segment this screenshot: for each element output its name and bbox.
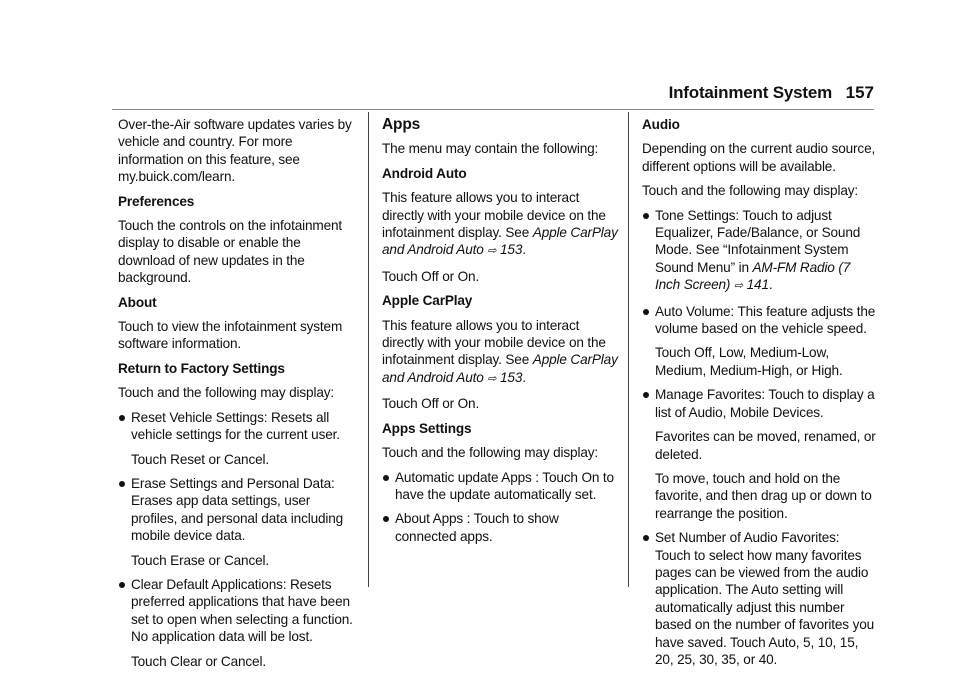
paragraph-menu: The menu may contain the following: [382, 141, 599, 157]
page-header [0, 83, 960, 107]
column-divider [368, 112, 369, 587]
list-item-note: Favorites can be moved, renamed, or deleted. [655, 429, 876, 462]
factory-settings-list [118, 576, 354, 646]
page-reference-arrow-icon: ⇨ [733, 280, 743, 293]
paragraph-factory-settings: Touch and the following may display: [118, 385, 335, 401]
list-item-note: Touch Clear or Cancel. [131, 653, 266, 669]
page-number: 157 [845, 83, 874, 102]
list-item: Auto Volume: This feature adjusts the volume based on the vehicle speed. [642, 303, 878, 338]
paragraph-carplay-toggle: Touch Off or On. [382, 396, 480, 412]
heading-apps: Apps [382, 116, 421, 133]
page-reference-arrow-icon: ⇨ [487, 245, 497, 258]
audio-settings-list [642, 529, 878, 668]
audio-settings-list [642, 207, 878, 338]
factory-settings-list [118, 409, 354, 444]
paragraph-android-toggle: Touch Off or On. [382, 268, 480, 284]
subheading-android-auto: Android Auto [382, 165, 467, 181]
paragraph-touch: Touch and the following may display: [642, 183, 859, 199]
subheading-factory-settings: Return to Factory Settings [118, 360, 285, 376]
list-item: Set Number of Audio Favorites: Touch to select how many favorites pages can be viewed from the audio application. The Auto setting will automatically adjust this number based on the number of favorites you have saved. Touch Auto, 5, 10, 15, 20, 25, 30, 35, or 40. [642, 529, 878, 668]
cross-reference-link[interactable]: Apple CarPlay and Android Auto ⇨ 153 [382, 225, 618, 257]
page-reference-arrow-icon: ⇨ [487, 372, 497, 385]
header-rule [112, 109, 874, 110]
list-item-note: Touch Off, Low, Medium-Low, Medium, Medium-High, or High. [655, 345, 843, 378]
list-item-note: Touch Reset or Cancel. [131, 451, 269, 467]
cross-reference-link[interactable]: Apple CarPlay and Android Auto ⇨ 153 [382, 352, 618, 384]
audio-settings-list [642, 386, 878, 421]
list-item-note: To move, touch and hold on the favorite, and then drag up or down to rearrange the position. [655, 470, 872, 521]
paragraph-android-auto: This feature allows you to interact directly with your mobile device on the infotainment display. See Apple CarPlay and Android Auto ⇨ 153. [382, 189, 618, 261]
subheading-about: About [118, 294, 157, 310]
list-item-note: Touch Erase or Cancel. [131, 552, 269, 568]
cross-reference-link[interactable]: AM-FM Radio (7 Inch Screen) ⇨ 141 [655, 260, 850, 292]
column-right [642, 116, 878, 675]
paragraph-ota: Over-the-Air software updates varies by vehicle and country. For more information on this feature, see my.buick.com/learn. [118, 117, 352, 185]
list-item: Erase Settings and Personal Data: Erases app data settings, user profiles, and personal data including mobile device data. [118, 475, 354, 545]
list-item: Tone Settings: Touch to adjust Equalizer, Fade/Balance, or Sound Mode. See “Infotainment System Sound Menu” in AM-FM Radio (7 Inch Screen) ⇨ 141. [642, 207, 878, 296]
list-item: Automatic update Apps : Touch On to have the update automatically set. [382, 469, 618, 504]
subheading-preferences: Preferences [118, 193, 195, 209]
subheading-apps-settings: Apps Settings [382, 420, 472, 436]
list-item: Manage Favorites: Touch to display a list of Audio, Mobile Devices. [642, 386, 878, 421]
apps-settings-list [382, 469, 618, 546]
list-item: About Apps : Touch to show connected apps. [382, 510, 618, 545]
subheading-audio: Audio [642, 117, 680, 132]
paragraph-apps-settings: Touch and the following may display: [382, 445, 599, 461]
factory-settings-list [118, 475, 354, 545]
paragraph-preferences: Touch the controls on the infotainment display to disable or enable the download of new updates in the background. [118, 218, 343, 286]
list-item: Reset Vehicle Settings: Resets all vehicle settings for the current user. [118, 409, 354, 444]
column-divider [628, 112, 629, 587]
paragraph-about: Touch to view the infotainment system software information. [118, 319, 343, 352]
subheading-apple-carplay: Apple CarPlay [382, 293, 473, 309]
paragraph-audio: Depending on the current audio source, different options will be available. [642, 141, 876, 174]
paragraph-apple-carplay: This feature allows you to interact directly with your mobile device on the infotainment display. See Apple CarPlay and Android Auto ⇨ 153. [382, 317, 618, 389]
column-middle [382, 116, 618, 552]
section-title: Infotainment System [668, 83, 832, 102]
list-item: Clear Default Applications: Resets preferred applications that have been set to open when selecting a function. No application data will be lost. [118, 576, 354, 646]
column-left [118, 116, 354, 677]
